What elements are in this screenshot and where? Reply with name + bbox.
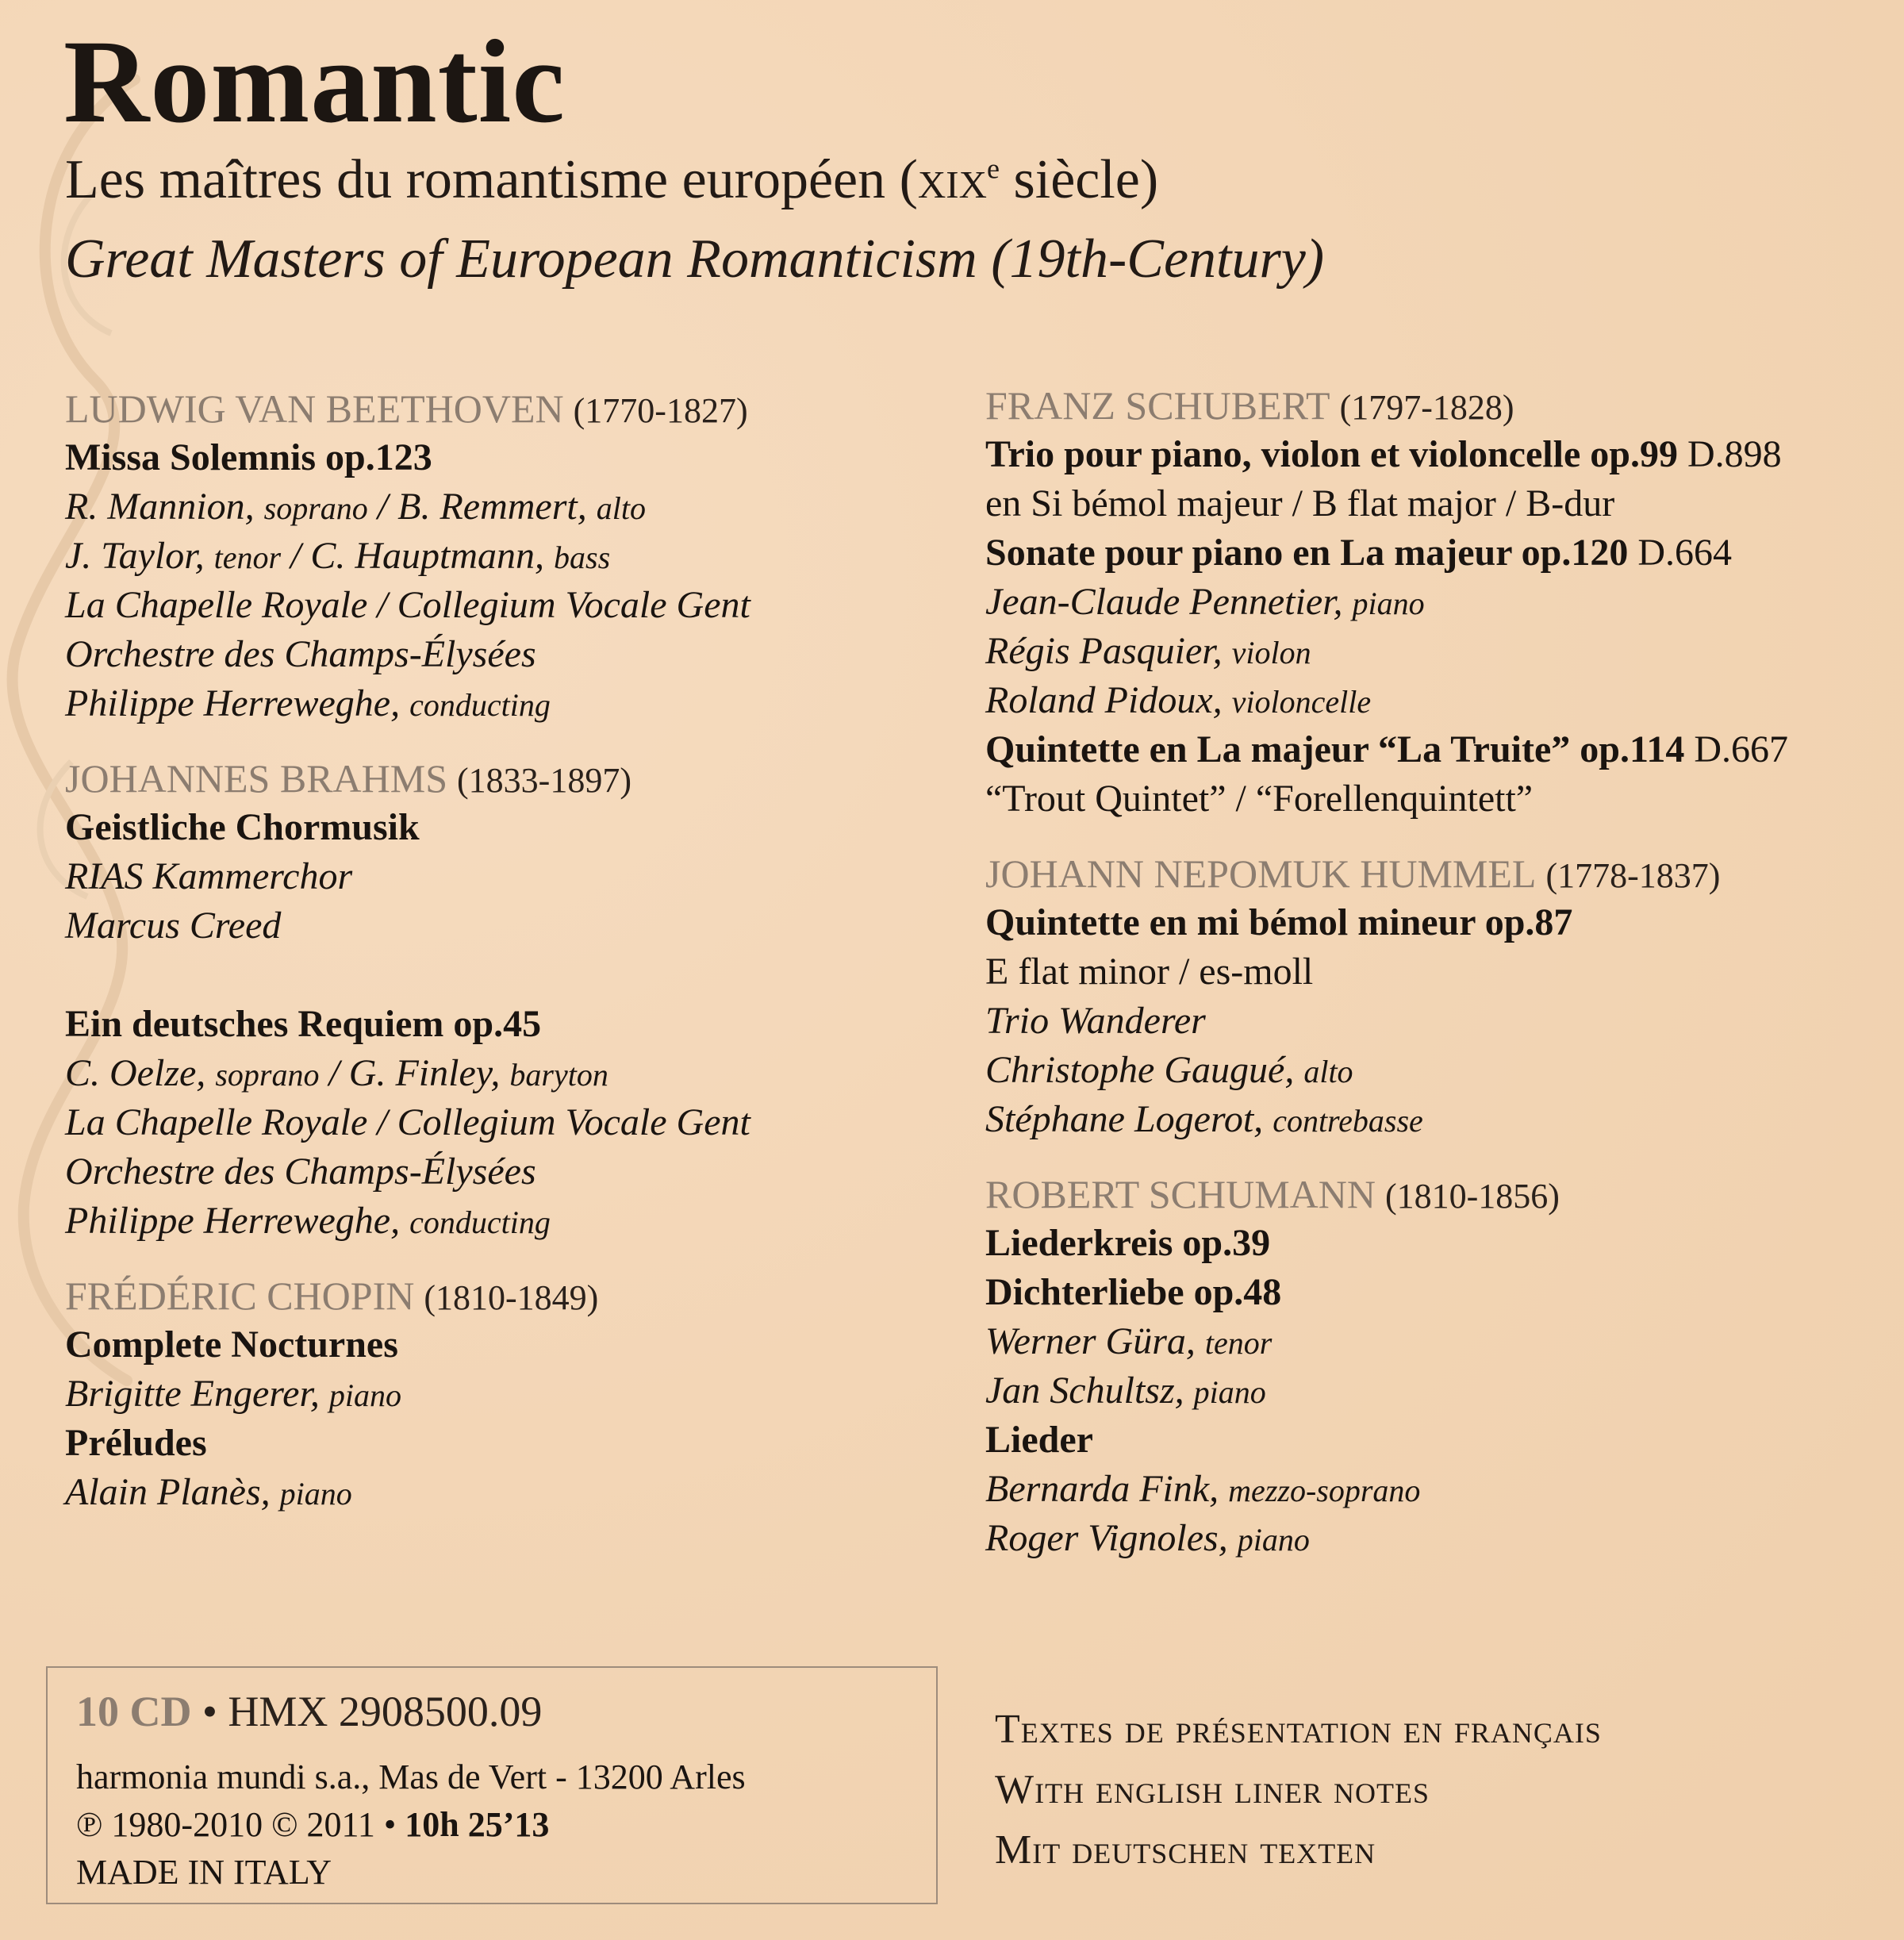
performer-line: J. Taylor, tenor / C. Hauptmann, bass	[65, 535, 611, 577]
work-title: Quintette en La majeur “La Truite” op.114 D.667	[985, 728, 1788, 770]
composer-heading-chopin: FRÉDÉRIC CHOPIN (1810-1849)	[65, 1273, 599, 1318]
work-title: Lieder	[985, 1419, 1093, 1461]
catalog-line: 10 CD • HMX 2908500.09	[76, 1688, 543, 1735]
performer-line: La Chapelle Royale / Collegium Vocale Gent	[65, 1101, 750, 1143]
subtitle-french: Les maîtres du romantisme européen (xix$^e$ siècle)	[65, 149, 1159, 210]
work-key-line: en Si bémol majeur / B flat major / B-dur	[985, 482, 1615, 524]
performer-line: Roland Pidoux, violoncelle	[985, 679, 1372, 721]
work-title: Trio pour piano, violon et violoncelle op.99 D.898	[985, 433, 1782, 475]
performer-line: Orchestre des Champs-Élysées	[65, 633, 536, 675]
performer-line: Régis Pasquier, violon	[985, 630, 1311, 672]
composer-heading-brahms: JOHANNES BRAHMS (1833-1897)	[65, 756, 631, 801]
copyright-line: ℗ 1980-2010 © 2011 • 10h 25’13	[76, 1805, 550, 1844]
notes-english: With english liner notes	[995, 1767, 1430, 1812]
performer-line: Brigitte Engerer, piano	[65, 1373, 401, 1415]
subtitle-english: Great Masters of European Romanticism (19th-Century)	[65, 229, 1325, 290]
work-key-line: E flat minor / es-moll	[985, 951, 1314, 993]
release-info-box	[46, 1666, 938, 1904]
work-title: Préludes	[65, 1422, 207, 1464]
performer-line: Bernarda Fink, mezzo-soprano	[985, 1468, 1421, 1510]
work-title: Liederkreis op.39	[985, 1222, 1271, 1264]
performer-line: La Chapelle Royale / Collegium Vocale Gent	[65, 584, 750, 626]
left-column	[65, 384, 938, 1517]
performer-line: Alain Planès, piano	[65, 1471, 352, 1513]
composer-heading-beethoven: LUDWIG VAN BEETHOVEN (1770-1827)	[65, 386, 748, 431]
work-title: Quintette en mi bémol mineur op.87	[985, 901, 1573, 943]
performer-line: Philippe Herreweghe, conducting	[65, 682, 551, 724]
right-column	[985, 381, 1882, 1563]
performer-line: Marcus Creed	[65, 905, 282, 947]
performer-line: Jean-Claude Pennetier, piano	[985, 581, 1425, 623]
performer-line: Trio Wanderer	[985, 1000, 1206, 1042]
composer-heading-schubert: FRANZ SCHUBERT (1797-1828)	[985, 383, 1514, 428]
work-alt-title: “Trout Quintet” / “Forellenquintett”	[985, 778, 1534, 820]
work-title: Ein deutsches Requiem op.45	[65, 1003, 542, 1045]
composer-heading-schumann: ROBERT SCHUMANN (1810-1856)	[985, 1172, 1560, 1216]
publisher-address: harmonia mundi s.a., Mas de Vert - 13200 Arles	[76, 1758, 746, 1796]
performer-line: RIAS Kammerchor	[65, 855, 353, 897]
liner-notes-languages	[995, 1700, 1602, 1880]
performer-line: Stéphane Logerot, contrebasse	[985, 1098, 1423, 1140]
notes-german: Mit deutschen texten	[995, 1827, 1376, 1873]
work-title: Missa Solemnis op.123	[65, 436, 432, 478]
performer-line: Werner Güra, tenor	[985, 1320, 1273, 1362]
work-title: Complete Nocturnes	[65, 1323, 398, 1366]
notes-french: Textes de présentation en français	[995, 1707, 1602, 1752]
performer-line: Christophe Gaugué, alto	[985, 1049, 1353, 1091]
performer-line: Philippe Herreweghe, conducting	[65, 1200, 551, 1242]
performer-line: Orchestre des Champs-Élysées	[65, 1151, 536, 1193]
work-title: Sonate pour piano en La majeur op.120 D.664	[985, 532, 1733, 574]
box-title: Romantic	[63, 16, 566, 148]
work-title: Dichterliebe op.48	[985, 1271, 1282, 1313]
composer-heading-hummel: JOHANN NEPOMUK HUMMEL (1778-1837)	[985, 851, 1721, 896]
performer-line: Roger Vignoles, piano	[985, 1517, 1310, 1559]
made-in-line: MADE IN ITALY	[76, 1853, 332, 1892]
performer-line: Jan Schultsz, piano	[985, 1370, 1266, 1412]
performer-line: R. Mannion, soprano / B. Remmert, alto	[65, 486, 646, 528]
performer-line: C. Oelze, soprano / G. Finley, baryton	[65, 1052, 608, 1094]
work-title: Geistliche Chormusik	[65, 806, 420, 848]
